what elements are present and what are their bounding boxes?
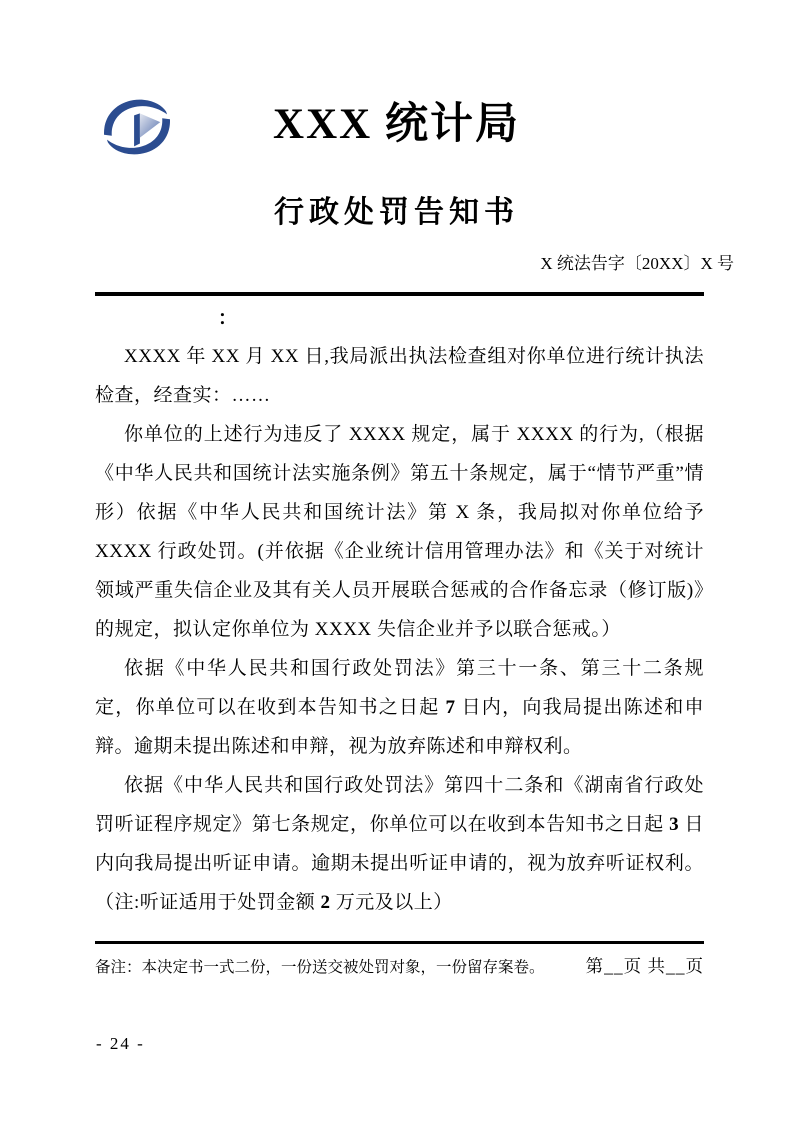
hearing-days-number: 3	[669, 814, 680, 836]
statement-text-pre: 依据《中华人民共和国行政处罚法》第三十一条、第三十二条规定，你单位可以在收到本告知书之日起	[95, 658, 704, 719]
doc-number: X 统法告字〔20XX〕X 号	[540, 254, 734, 274]
statistics-swirl-icon	[101, 95, 173, 159]
hearing-text-mid: 日内向我局提出听证申请。逾期未提出听证申请的，视为放弃听证权利。（注:听证适用于处罚金额	[95, 814, 704, 914]
paragraph-violation: 你单位的上述行为违反了 XXXX 规定，属于 XXXX 的行为,（根据《中华人民共和国统计法实施条例》第五十条规定，属于“情节严重”情形）依据《中华人民共和国统计法》第 X 条，我局拟对你单位给予 XXXX 行政处罚。(并依据《企业统计信用管理办法》和《关于对统计领域严重失信企业及其有关人员开展联合惩戒的合作备忘录（修订版)》的规定，拟认定你单位为 XXXX 失信企业并予以联合惩戒。）	[95, 424, 704, 641]
hearing-amount-number: 2	[320, 892, 331, 914]
paragraph-hearing	[95, 766, 704, 922]
header-divider	[95, 292, 704, 296]
hearing-text-pre: 依据《中华人民共和国行政处罚法》第四十二条和《湖南省行政处罚听证程序规定》第七条规定，你单位可以在收到本告知书之日起	[95, 775, 704, 836]
bureau-logo-icon	[101, 95, 173, 159]
page-number: - 24 -	[96, 1034, 145, 1053]
footer-divider	[95, 941, 704, 944]
statement-days-number: 7	[445, 697, 456, 719]
statement-text-post: 日内，向我局提出陈述和申辩。逾期未提出陈述和申辩，视为放弃陈述和申辩权利。	[95, 697, 704, 758]
paragraph-statement-defense	[95, 649, 704, 766]
doc-title: 行政处罚告知书	[274, 196, 519, 230]
footer-note: 备注：本决定书一式二份，一份送交被处罚对象，一份留存案卷。	[95, 959, 545, 976]
paragraph-inspection: XXXX 年 XX 月 XX 日,我局派出执法检查组对你单位进行统计执法检查，经查实：……	[95, 346, 704, 407]
org-name: XXX 统计局	[273, 101, 520, 148]
document-body	[95, 308, 704, 922]
recipient-colon: ：	[218, 308, 238, 330]
pagination: 第__页 共__页	[585, 956, 704, 976]
document-footer	[95, 941, 704, 978]
recipient-line	[95, 308, 704, 330]
hearing-text-post: 万元及以上）	[330, 892, 453, 914]
